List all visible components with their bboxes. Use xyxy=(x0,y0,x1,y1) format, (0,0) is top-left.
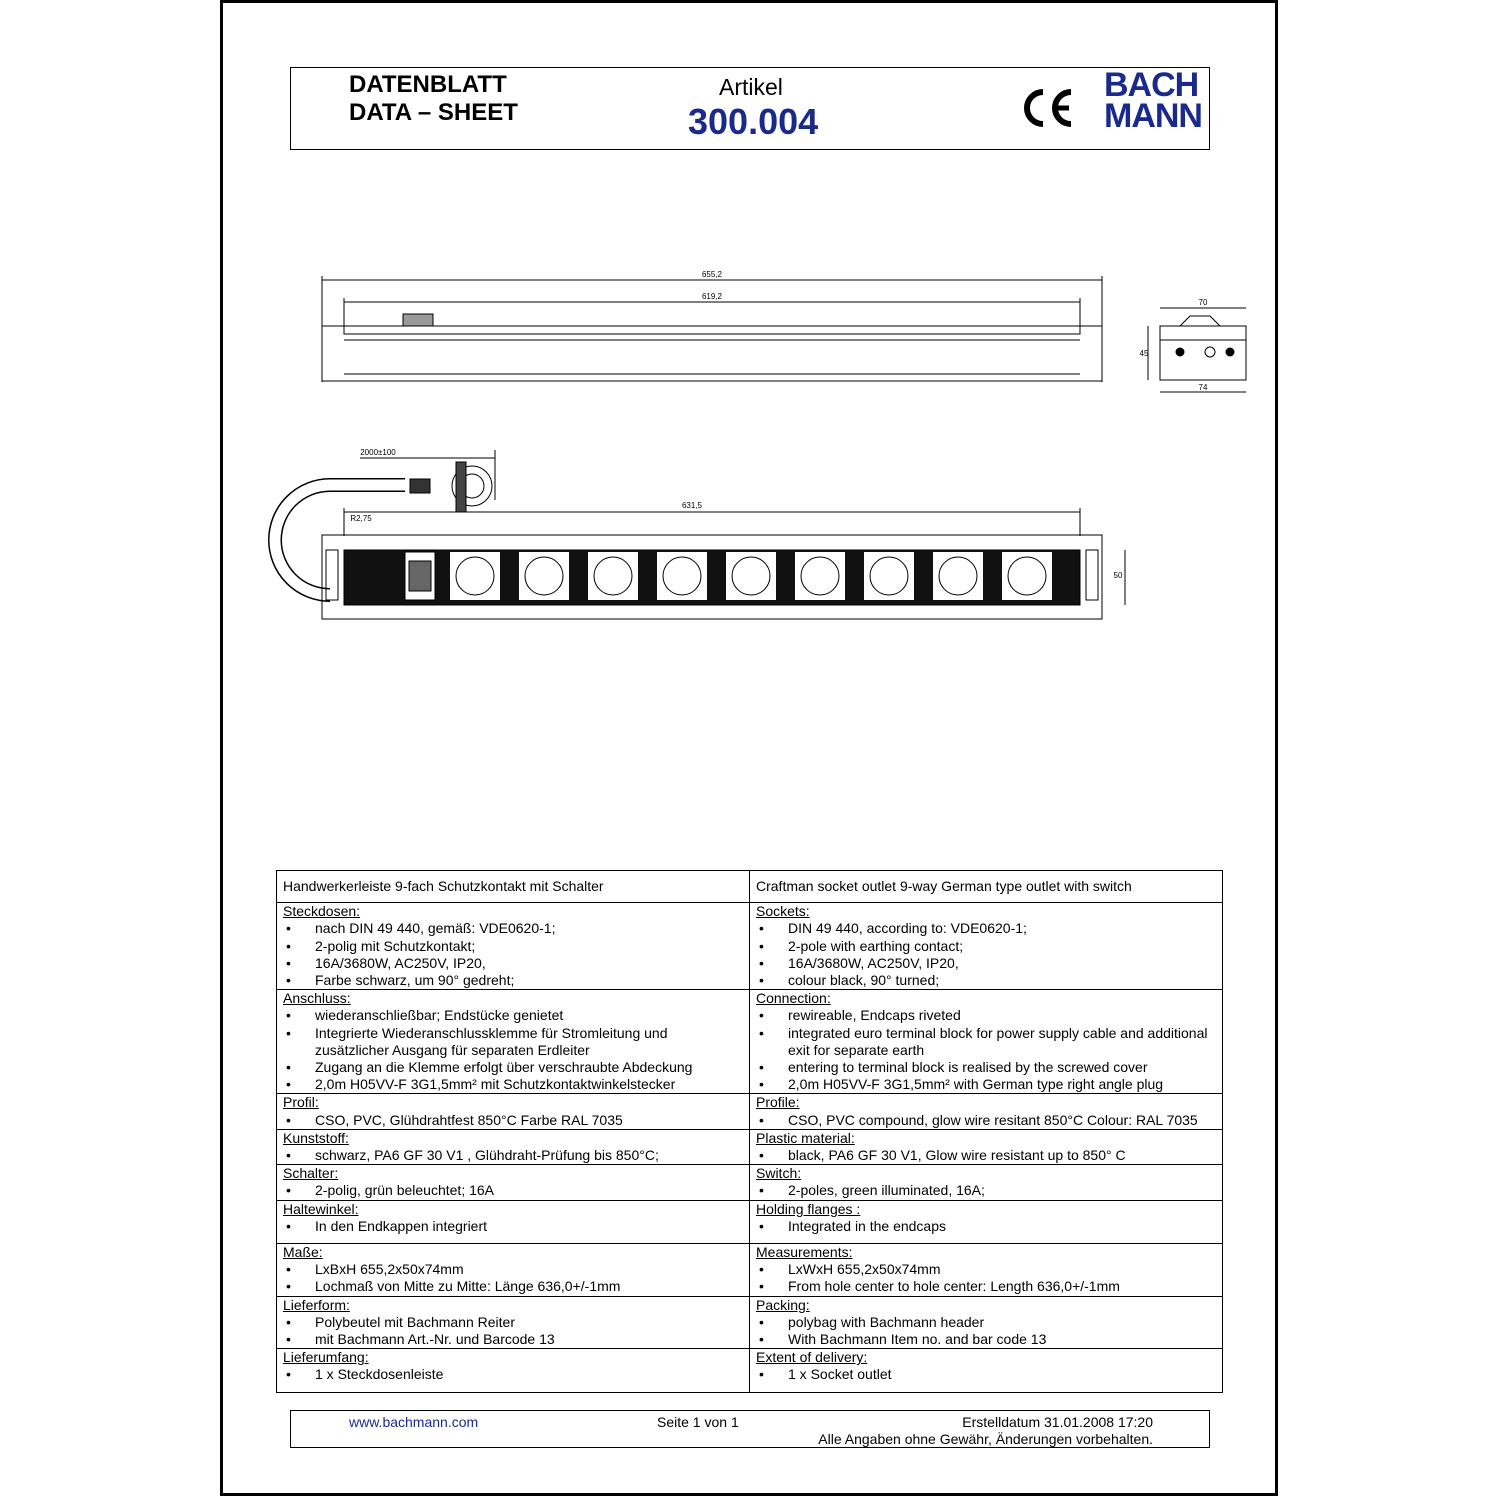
spec-cell-en xyxy=(750,1200,1223,1243)
spec-list-item: • 1 x Steckdosenleiste xyxy=(283,1366,743,1383)
dim-overall-label: 655,2 xyxy=(701,270,723,279)
footer-url[interactable]: www.bachmann.com xyxy=(349,1414,479,1430)
spec-section-title: Lieferform: xyxy=(283,1296,350,1313)
spec-section-title: Profil: xyxy=(283,1094,319,1111)
spec-section-row xyxy=(277,1165,1223,1200)
spec-list xyxy=(283,1261,743,1295)
spec-list-item: • colour black, 90° turned; xyxy=(756,972,1216,989)
spec-list xyxy=(756,1261,1216,1295)
spec-cell-en xyxy=(750,903,1223,990)
spec-section-title: Sockets: xyxy=(756,903,810,920)
spec-list xyxy=(756,1007,1216,1093)
spec-title-row xyxy=(277,871,1223,903)
spec-list-item: • 2-pole with earthing contact; xyxy=(756,938,1216,955)
spec-cell-de xyxy=(277,1094,750,1129)
spec-section-title: Schalter: xyxy=(283,1165,339,1182)
dim-width-bottom-label: 74 xyxy=(1198,383,1208,392)
footer xyxy=(290,1410,1210,1448)
spec-list-item: • From hole center to hole center: Length 636,0+/-1mm xyxy=(756,1278,1216,1295)
ce-mark-icon xyxy=(1019,86,1079,130)
spec-list xyxy=(283,1007,743,1093)
spec-list-item: • Integrated in the endcaps xyxy=(756,1218,1216,1235)
spec-section-row xyxy=(277,1244,1223,1297)
footer-page-number: Seite 1 von 1 xyxy=(657,1414,739,1430)
article-label: Artikel xyxy=(719,74,783,100)
dim-radius-label: R2,75 xyxy=(350,514,372,523)
spec-list-item: • mit Bachmann Art.-Nr. und Barcode 13 xyxy=(283,1331,743,1348)
spec-cell-de xyxy=(277,1349,750,1392)
spec-section-title: Anschluss: xyxy=(283,990,351,1007)
brand-line2: MANN xyxy=(1104,97,1202,135)
dim-width-top-label: 70 xyxy=(1198,298,1208,307)
spec-list xyxy=(756,920,1216,989)
spec-section-row xyxy=(277,1296,1223,1349)
spec-list-item: • entering to terminal block is realised by the screwed cover xyxy=(756,1059,1216,1076)
spec-cell-de xyxy=(277,1200,750,1243)
spec-cell-en xyxy=(750,1349,1223,1392)
spec-list-item: • 2,0m H05VV-F 3G1,5mm² with German type right angle plug xyxy=(756,1076,1216,1093)
spec-list-item: • wiederanschließbar; Endstücke genietet xyxy=(283,1007,743,1024)
title-line-en: DATA – SHEET xyxy=(349,99,518,126)
spec-section-row xyxy=(277,903,1223,990)
title-line-de: DATENBLATT xyxy=(349,71,507,98)
footer-disclaimer: Alle Angaben ohne Gewähr, Änderungen vorbehalten. xyxy=(818,1431,1153,1447)
spec-section-row xyxy=(277,1129,1223,1164)
spec-list-item: • polybag with Bachmann header xyxy=(756,1314,1216,1331)
spec-title-de: Handwerkerleiste 9-fach Schutzkontakt mit Schalter xyxy=(277,871,750,903)
spec-section-title: Kunststoff: xyxy=(283,1129,349,1146)
spec-list xyxy=(756,1147,1216,1164)
spec-list-item: • rewireable, Endcaps riveted xyxy=(756,1007,1216,1024)
spec-list xyxy=(283,1314,743,1348)
spec-cell-en xyxy=(750,1094,1223,1129)
spec-list-item: • Integrierte Wiederanschlussklemme für Stromleitung und zusätzlicher Ausgang für separaten Erdleiter xyxy=(283,1025,743,1059)
spec-list xyxy=(756,1182,1216,1199)
spec-cell-de xyxy=(277,1296,750,1349)
spec-section-title: Haltewinkel: xyxy=(283,1200,359,1217)
spec-cell-de xyxy=(277,1165,750,1200)
spec-list xyxy=(756,1218,1216,1235)
spec-list-item: • In den Endkappen integriert xyxy=(283,1218,743,1235)
spec-section-title: Holding flanges : xyxy=(756,1200,861,1217)
dim-front-height-label: 50 xyxy=(1113,571,1123,580)
dim-height-label: 45 xyxy=(1139,349,1149,358)
spec-list-item: • Farbe schwarz, um 90° gedreht; xyxy=(283,972,743,989)
spec-list xyxy=(283,1366,743,1383)
spec-list-item: • CSO, PVC, Glühdrahtfest 850°C Farbe RAL 7035 xyxy=(283,1112,743,1129)
spec-table xyxy=(276,870,1223,1393)
spec-section-row xyxy=(277,990,1223,1094)
spec-section-title: Extent of delivery: xyxy=(756,1349,868,1366)
spec-list-item: • black, PA6 GF 30 V1, Glow wire resistant up to 850° C xyxy=(756,1147,1216,1164)
spec-list-item: • 16A/3680W, AC250V, IP20, xyxy=(283,955,743,972)
spec-cell-de xyxy=(277,1244,750,1297)
spec-section-title: Lieferumfang: xyxy=(283,1349,369,1366)
spec-list-item: • schwarz, PA6 GF 30 V1 , Glühdraht-Prüfung bis 850°C; xyxy=(283,1147,743,1164)
dim-inner-label: 619,2 xyxy=(701,292,723,301)
spec-list-item: • 2,0m H05VV-F 3G1,5mm² mit Schutzkontaktwinkelstecker xyxy=(283,1076,743,1093)
spec-cell-en xyxy=(750,1296,1223,1349)
spec-list-item: • DIN 49 440, according to: VDE0620-1; xyxy=(756,920,1216,937)
spec-section-title: Packing: xyxy=(756,1296,810,1313)
dim-cable-label: 2000±100 xyxy=(360,448,396,457)
spec-title-en: Craftman socket outlet 9-way German type outlet with switch xyxy=(750,871,1223,903)
footer-created-date: Erstelldatum 31.01.2008 17:20 xyxy=(962,1414,1153,1430)
spec-list-item: • Polybeutel mit Bachmann Reiter xyxy=(283,1314,743,1331)
spec-list xyxy=(283,1218,743,1235)
spec-list xyxy=(283,1182,743,1199)
spec-cell-en xyxy=(750,1129,1223,1164)
technical-drawing xyxy=(230,260,1260,650)
spec-list-item: • CSO, PVC compound, glow wire resitant 850°C Colour: RAL 7035 xyxy=(756,1112,1216,1129)
spec-list xyxy=(283,920,743,989)
spec-list-item: • 2-poles, green illuminated, 16A; xyxy=(756,1182,1216,1199)
document-title xyxy=(349,71,518,127)
spec-list-item: • 2-polig, grün beleuchtet; 16A xyxy=(283,1182,743,1199)
spec-list-item: • Zugang an die Klemme erfolgt über verschraubte Abdeckung xyxy=(283,1059,743,1076)
spec-section-row xyxy=(277,1200,1223,1243)
spec-section-title: Connection: xyxy=(756,990,831,1007)
spec-list xyxy=(756,1314,1216,1348)
spec-list xyxy=(283,1147,743,1164)
spec-cell-de xyxy=(277,903,750,990)
spec-list-item: • 16A/3680W, AC250V, IP20, xyxy=(756,955,1216,972)
brand-logo xyxy=(1104,66,1202,135)
spec-cell-en xyxy=(750,1244,1223,1297)
spec-list-item: • LxBxH 655,2x50x74mm xyxy=(283,1261,743,1278)
spec-cell-de xyxy=(277,990,750,1094)
spec-section-title: Switch: xyxy=(756,1165,802,1182)
spec-list-item: • LxWxH 655,2x50x74mm xyxy=(756,1261,1216,1278)
spec-section-title: Steckdosen: xyxy=(283,903,361,920)
spec-cell-en xyxy=(750,990,1223,1094)
spec-section-title: Maße: xyxy=(283,1244,323,1261)
spec-cell-en xyxy=(750,1165,1223,1200)
spec-list-item: • With Bachmann Item no. and bar code 13 xyxy=(756,1331,1216,1348)
spec-list-item: • Lochmaß von Mitte zu Mitte: Länge 636,0+/-1mm xyxy=(283,1278,743,1295)
article-number: 300.004 xyxy=(688,101,819,142)
spec-section-title: Plastic material: xyxy=(756,1129,855,1146)
spec-section-title: Profile: xyxy=(756,1094,800,1111)
spec-list xyxy=(756,1112,1216,1129)
spec-list xyxy=(283,1112,743,1129)
spec-list-item: • 1 x Socket outlet xyxy=(756,1366,1216,1383)
header xyxy=(290,67,1210,150)
dim-body-label: 631,5 xyxy=(681,501,703,510)
spec-section-title: Measurements: xyxy=(756,1244,853,1261)
spec-list-item: • integrated euro terminal block for power supply cable and additional exit for separate earth xyxy=(756,1025,1216,1059)
spec-list xyxy=(756,1366,1216,1383)
spec-section-row xyxy=(277,1349,1223,1392)
spec-list-item: • 2-polig mit Schutzkontakt; xyxy=(283,938,743,955)
spec-section-row xyxy=(277,1094,1223,1129)
spec-cell-de xyxy=(277,1129,750,1164)
spec-list-item: • nach DIN 49 440, gemäß: VDE0620-1; xyxy=(283,920,743,937)
brand-line1: BACH xyxy=(1104,66,1199,104)
